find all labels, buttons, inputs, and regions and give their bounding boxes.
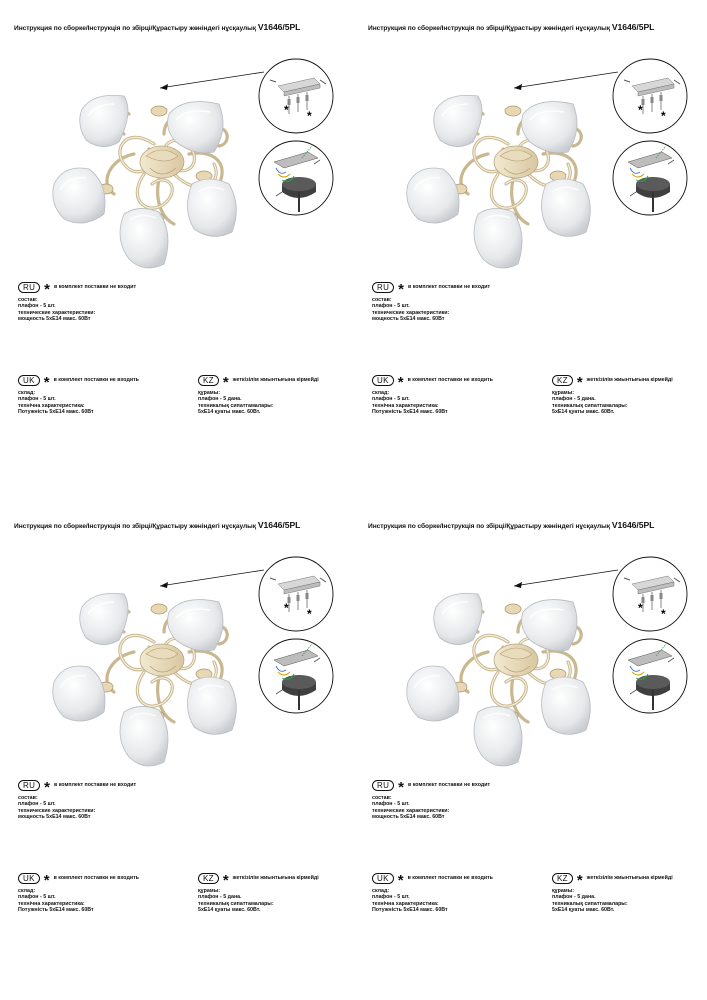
kz-line: техникалық сипаттамалары: [552,900,628,907]
ru-line: мощность 5хЕ14 макс. 60Вт [372,814,445,821]
instruction-sheet-bottom-left [14,520,354,990]
lang-badge-uk: UK [18,375,40,386]
ru-line: состав: [372,297,392,303]
kz-line: техникалық сипаттамалары: [552,402,628,409]
document-title [368,520,707,530]
model-number: V1646/5PL [257,520,301,530]
ru-line: технические характеристики: [372,309,450,316]
model-number: V1646/5PL [611,22,655,32]
star-icon: * [43,373,50,391]
uk-section [372,872,493,914]
ru-section [372,281,490,323]
kz-note: жеткізілім жиынтығына кірмейді [232,875,319,882]
chandelier-fixture [53,593,237,766]
canopy-wiring-detail [613,639,687,713]
ru-section [18,779,136,821]
kz-line: 5хЕ14 қуаты макс. 60Вт. [552,907,615,914]
kz-line: 5хЕ14 қуаты макс. 60Вт. [198,409,261,416]
star-mark-right: * [307,109,312,123]
kz-line: плафон - 5 дана. [198,396,242,403]
uk-line: плафон - 5 шт. [18,894,56,901]
lang-badge-uk: UK [18,873,40,884]
pointer-arrow [514,72,618,90]
title-text: Инструкция по сборке/Інструкція по збірці/Құрастыру жөніндегі нұсқаулық [14,25,257,32]
star-mark-left: * [638,601,643,615]
uk-line: технічна характеристика: [18,402,85,409]
instruction-sheet-top-left [14,22,354,492]
uk-note: в комплект поставки не входить [53,377,139,384]
kz-line: плафон - 5 дана. [552,396,596,403]
title-text: Инструкция по сборке/Інструкція по збірці/Құрастыру жөніндегі нұсқаулық [368,523,611,530]
uk-line: склад: [18,888,36,894]
kz-section [552,872,673,914]
star-mark-left: * [638,103,643,117]
instruction-sheet-top-right [368,22,707,492]
star-mark-right: * [661,607,666,621]
document-title [14,22,354,32]
pointer-arrow [160,570,264,588]
uk-line: плафон - 5 шт. [18,396,56,403]
star-icon: * [44,280,50,298]
kz-line: техникалық сипаттамалары: [198,900,274,907]
uk-line: технічна характеристика: [18,900,85,907]
chandelier-illustration [368,34,707,284]
kz-line: құрамы: [198,888,220,894]
uk-line: Потужність 5хЕ14 макс. 60Вт [18,409,94,416]
star-icon: * [398,778,404,796]
star-icon: * [397,871,404,889]
pointer-arrow [160,72,264,90]
uk-line: технічна характеристика: [372,402,439,409]
pointer-arrow [514,570,618,588]
chandelier-fixture [53,95,237,268]
ru-line: технические характеристики: [18,807,96,814]
model-number: V1646/5PL [611,520,655,530]
ru-line: плафон - 5 шт. [18,303,56,310]
star-icon: * [44,778,50,796]
lang-badge-ru: RU [18,780,40,791]
ru-line: состав: [18,795,38,801]
ru-line: мощность 5хЕ14 макс. 60Вт [18,814,91,821]
kz-line: құрамы: [198,390,220,396]
title-text: Инструкция по сборке/Інструкція по збірці/Құрастыру жөніндегі нұсқаулық [368,25,611,32]
ru-line: технические характеристики: [372,807,450,814]
uk-line: плафон - 5 шт. [372,894,410,901]
uk-section [18,374,139,416]
ru-note: в комплект поставки не входит [54,284,137,291]
ru-section [18,281,136,323]
uk-line: Потужність 5хЕ14 макс. 60Вт [372,409,448,416]
document-title [368,22,707,32]
kz-line: плафон - 5 дана. [198,894,242,901]
star-icon: * [576,373,583,391]
kz-line: техникалық сипаттамалары: [198,402,274,409]
star-icon: * [43,871,50,889]
uk-section [372,374,493,416]
ru-line: технические характеристики: [18,309,96,316]
lang-badge-kz: KZ [552,375,573,386]
instruction-sheet-bottom-right [368,520,707,990]
uk-line: Потужність 5хЕ14 макс. 60Вт [372,907,448,914]
lang-badge-ru: RU [18,282,40,293]
ru-line: плафон - 5 шт. [18,801,56,808]
star-mark-right: * [307,607,312,621]
mounting-bracket-detail [259,557,333,631]
kz-line: 5хЕ14 қуаты макс. 60Вт. [552,409,615,416]
ru-section [372,779,490,821]
kz-section [198,872,319,914]
kz-line: құрамы: [552,390,574,396]
document-title [14,520,354,530]
lang-badge-ru: RU [372,780,394,791]
kz-line: 5хЕ14 қуаты макс. 60Вт. [198,907,261,914]
uk-line: технічна характеристика: [372,900,439,907]
chandelier-illustration [14,34,354,284]
uk-line: склад: [18,390,36,396]
star-icon: * [222,373,229,391]
title-text: Инструкция по сборке/Інструкція по збірці/Құрастыру жөніндегі нұсқаулық [14,523,257,530]
star-icon: * [398,280,404,298]
mounting-bracket-detail [613,557,687,631]
ru-line: состав: [18,297,38,303]
model-number: V1646/5PL [257,22,301,32]
star-icon: * [576,871,583,889]
ru-line: мощность 5хЕ14 макс. 60Вт [18,316,91,323]
uk-section [18,872,139,914]
chandelier-illustration [14,532,354,782]
star-mark-right: * [661,109,666,123]
kz-section [552,374,673,416]
star-mark-left: * [284,601,289,615]
uk-line: склад: [372,888,390,894]
mounting-bracket-detail [613,59,687,133]
kz-note: жеткізілім жиынтығына кірмейді [586,875,673,882]
kz-note: жеткізілім жиынтығына кірмейді [586,377,673,384]
uk-line: плафон - 5 шт. [372,396,410,403]
lang-badge-kz: KZ [198,873,219,884]
star-icon: * [222,871,229,889]
kz-note: жеткізілім жиынтығына кірмейді [232,377,319,384]
chandelier-fixture [407,593,591,766]
kz-line: плафон - 5 дана. [552,894,596,901]
ru-line: состав: [372,795,392,801]
lang-badge-uk: UK [372,873,394,884]
star-icon: * [397,373,404,391]
star-mark-left: * [284,103,289,117]
uk-note: в комплект поставки не входить [407,377,493,384]
uk-line: Потужність 5хЕ14 макс. 60Вт [18,907,94,914]
ru-note: в комплект поставки не входит [54,782,137,789]
lang-badge-uk: UK [372,375,394,386]
ru-note: в комплект поставки не входит [408,782,491,789]
chandelier-fixture [407,95,591,268]
lang-badge-kz: KZ [198,375,219,386]
mounting-bracket-detail [259,59,333,133]
kz-section [198,374,319,416]
canopy-wiring-detail [259,141,333,215]
ru-line: мощность 5хЕ14 макс. 60Вт [372,316,445,323]
ru-line: плафон - 5 шт. [372,801,410,808]
ru-note: в комплект поставки не входит [408,284,491,291]
uk-line: склад: [372,390,390,396]
chandelier-illustration [368,532,707,782]
canopy-wiring-detail [613,141,687,215]
kz-line: құрамы: [552,888,574,894]
canopy-wiring-detail [259,639,333,713]
uk-note: в комплект поставки не входить [407,875,493,882]
lang-badge-ru: RU [372,282,394,293]
lang-badge-kz: KZ [552,873,573,884]
uk-note: в комплект поставки не входить [53,875,139,882]
ru-line: плафон - 5 шт. [372,303,410,310]
